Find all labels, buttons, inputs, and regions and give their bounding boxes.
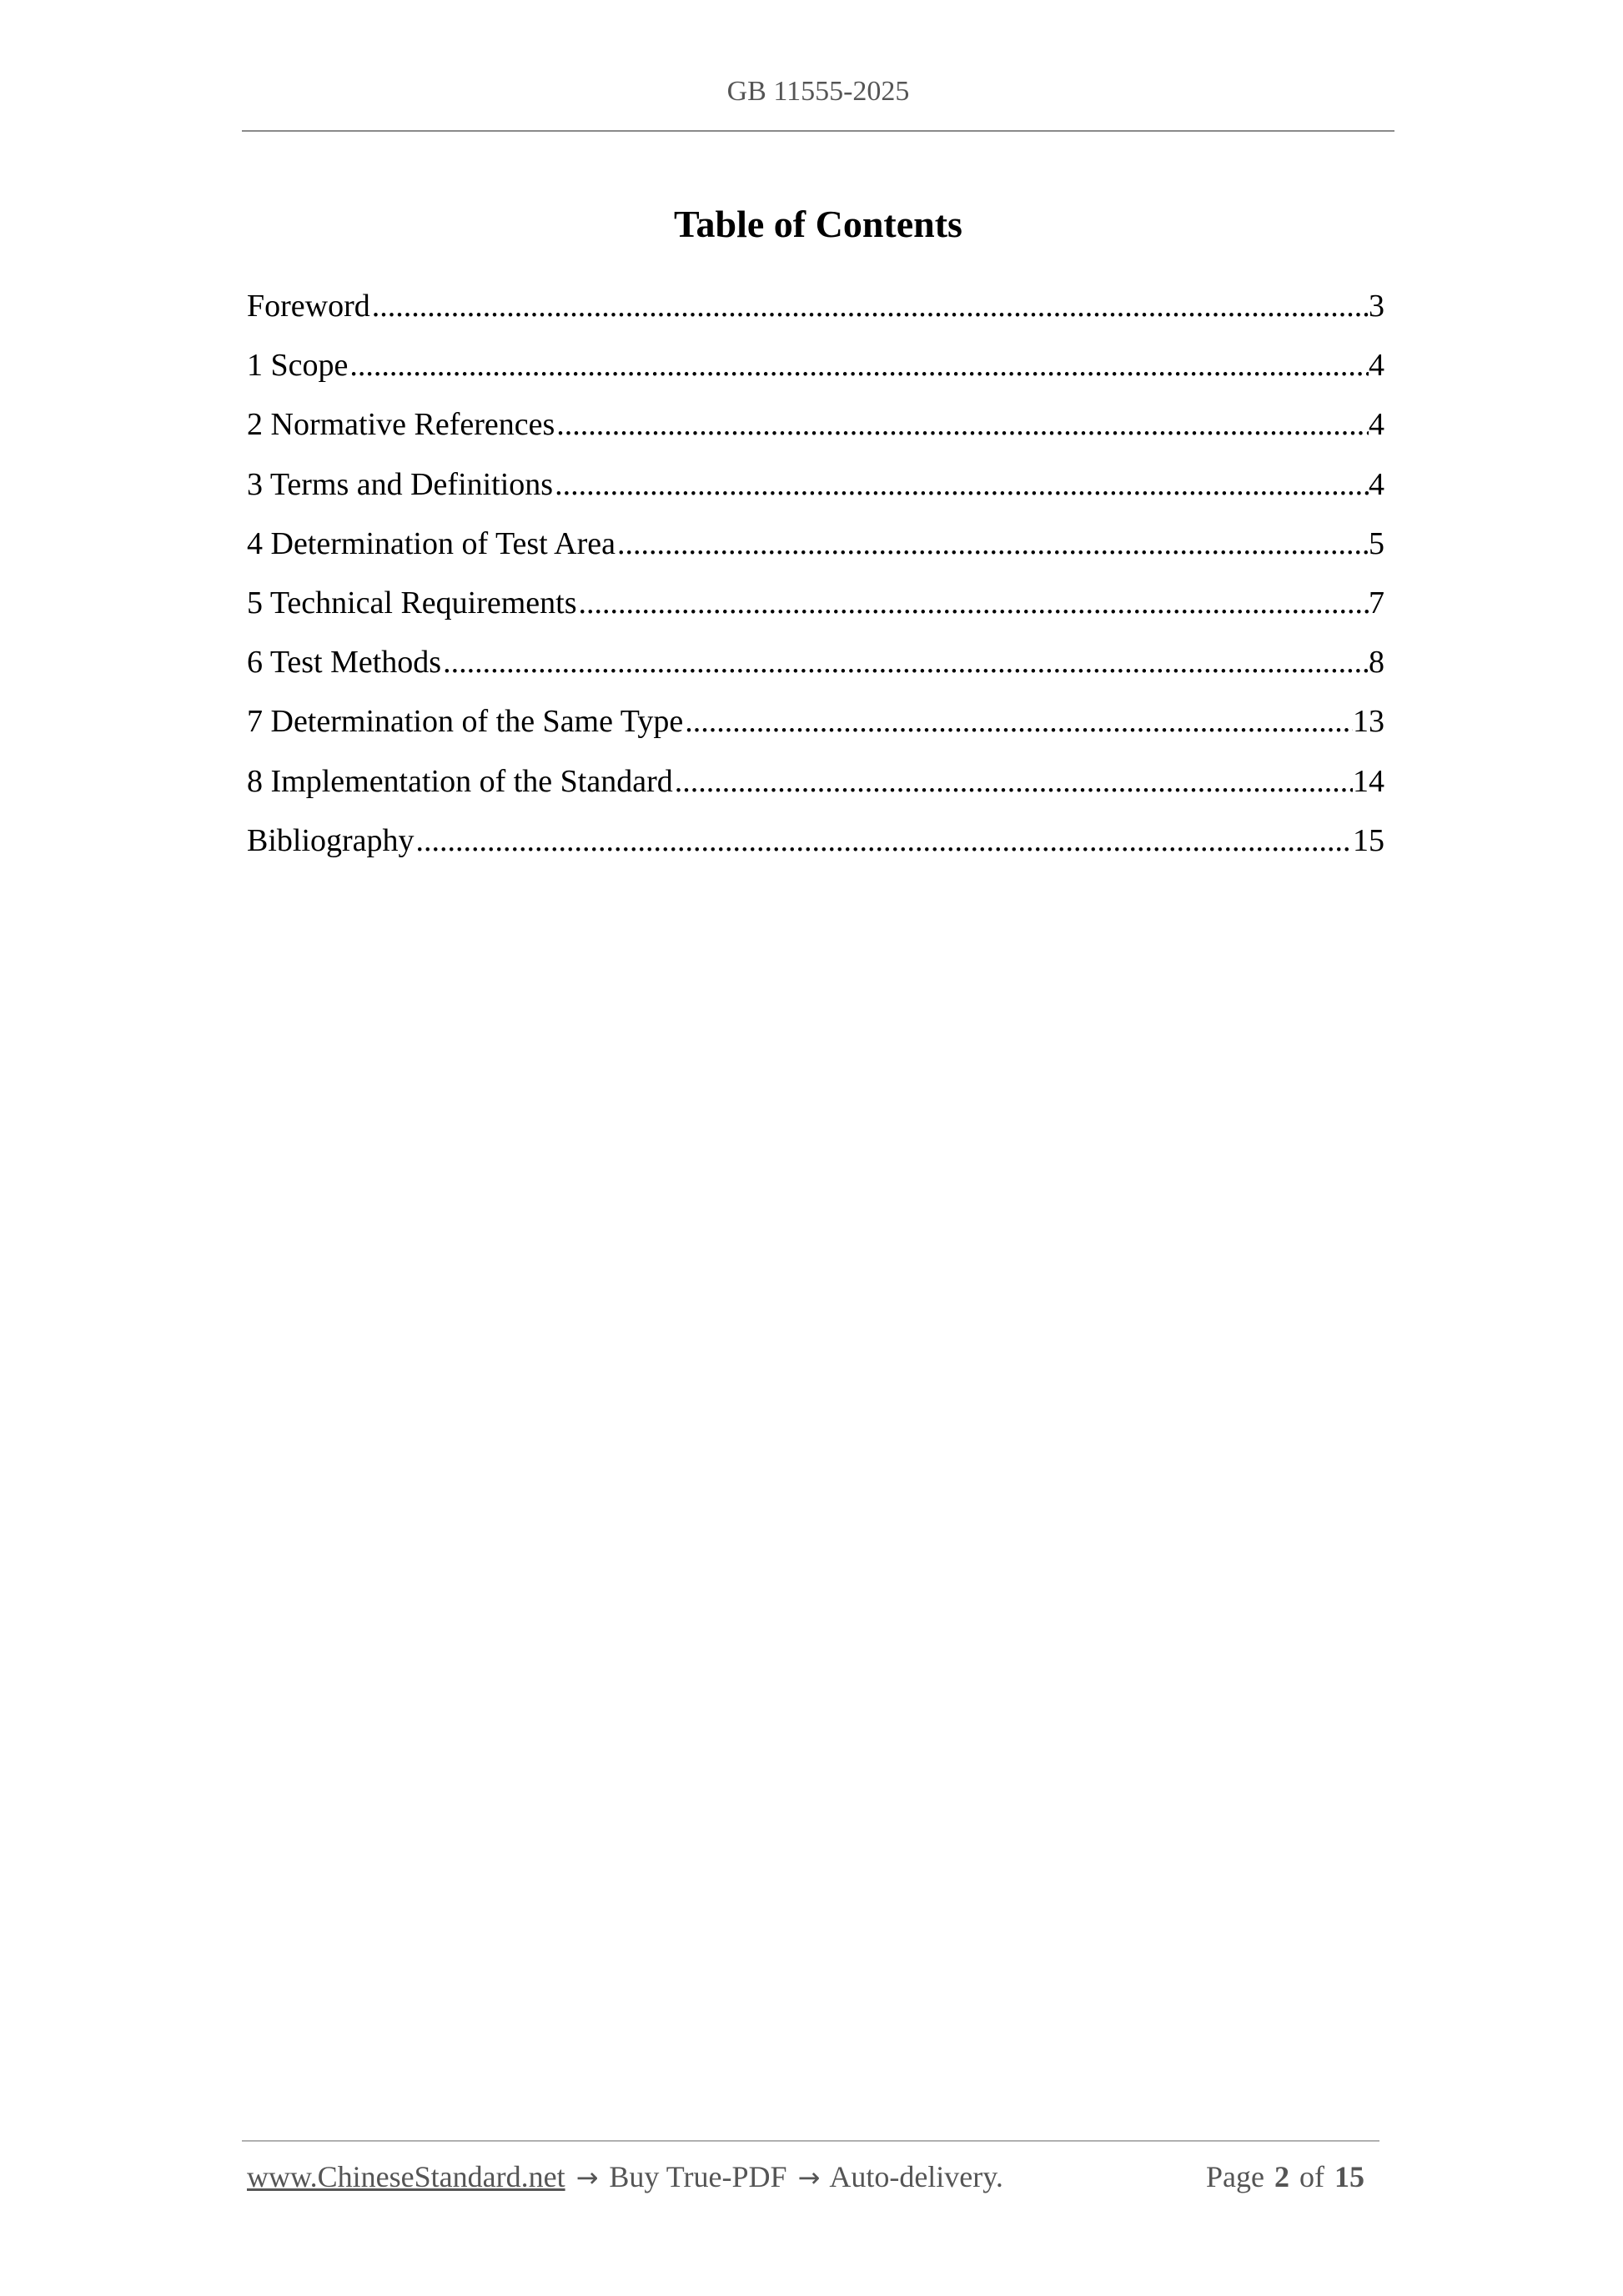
page-current: 2 <box>1274 2160 1289 2193</box>
toc-entry-implementation-of-standard[interactable] <box>247 752 1384 811</box>
toc-entry-page: 3 <box>1369 289 1384 324</box>
toc-entry-label: 4 Determination of Test Area <box>247 525 616 561</box>
toc-dot-leader <box>683 692 1353 751</box>
toc-entry-determination-of-test-area[interactable] <box>247 515 1384 574</box>
toc-dot-leader <box>673 752 1353 811</box>
arrow-right-icon: → <box>575 2162 599 2193</box>
standard-code: GB 11555-2025 <box>726 76 910 107</box>
toc-title: Table of Contents <box>674 203 962 245</box>
toc-entry-label: 3 Terms and Definitions <box>247 466 554 502</box>
toc-entry-label: 1 Scope <box>247 348 349 384</box>
page-number <box>1206 2155 1374 2198</box>
toc-entry-page: 8 <box>1369 645 1384 681</box>
auto-delivery-text: Auto-delivery. <box>829 2160 1003 2193</box>
toc-entry-page: 4 <box>1369 407 1384 443</box>
toc-entry-technical-requirements[interactable] <box>247 574 1384 633</box>
toc-dot-leader <box>555 395 1369 455</box>
toc-entry-page: 7 <box>1369 585 1384 620</box>
footer-promo <box>247 2155 1003 2199</box>
toc-dot-leader <box>577 574 1369 633</box>
toc-entry-page: 15 <box>1353 822 1384 858</box>
site-link[interactable]: www.ChineseStandard.net <box>247 2160 565 2193</box>
toc-dot-leader <box>616 515 1369 574</box>
toc-entry-label: Foreword <box>247 289 370 324</box>
toc-entry-terms-and-definitions[interactable] <box>247 455 1384 515</box>
toc-entry-page: 5 <box>1369 525 1384 561</box>
table-of-contents <box>247 277 1384 871</box>
buy-true-pdf-text: Buy True-PDF <box>609 2160 787 2193</box>
toc-entry-foreword[interactable] <box>247 277 1384 336</box>
toc-entry-page: 4 <box>1369 466 1384 502</box>
page-header <box>242 70 1394 132</box>
toc-entry-determination-of-same-type[interactable] <box>247 692 1384 751</box>
toc-entry-label: 2 Normative References <box>247 407 555 443</box>
toc-dot-leader <box>348 336 1369 395</box>
toc-entry-test-methods[interactable] <box>247 633 1384 692</box>
arrow-right-icon: → <box>797 2162 821 2193</box>
toc-entry-label: 8 Implementation of the Standard <box>247 763 673 799</box>
toc-entry-label: 5 Technical Requirements <box>247 585 577 620</box>
page-word: Page <box>1206 2160 1264 2193</box>
toc-entry-normative-references[interactable] <box>247 395 1384 455</box>
toc-entry-label: 6 Test Methods <box>247 645 442 681</box>
toc-dot-leader <box>370 277 1369 336</box>
toc-dot-leader <box>415 811 1353 871</box>
toc-entry-page: 4 <box>1369 348 1384 384</box>
toc-entry-label: 7 Determination of the Same Type <box>247 704 684 740</box>
toc-entry-label: Bibliography <box>247 822 415 858</box>
toc-entry-page: 14 <box>1353 763 1384 799</box>
toc-dot-leader <box>553 455 1369 515</box>
page-footer <box>242 2140 1379 2202</box>
toc-entry-page: 13 <box>1353 704 1384 740</box>
toc-entry-scope[interactable] <box>247 336 1384 395</box>
page-total: 15 <box>1334 2160 1364 2193</box>
toc-entry-bibliography[interactable] <box>247 811 1384 871</box>
toc-dot-leader <box>441 633 1369 692</box>
of-word: of <box>1299 2160 1324 2193</box>
